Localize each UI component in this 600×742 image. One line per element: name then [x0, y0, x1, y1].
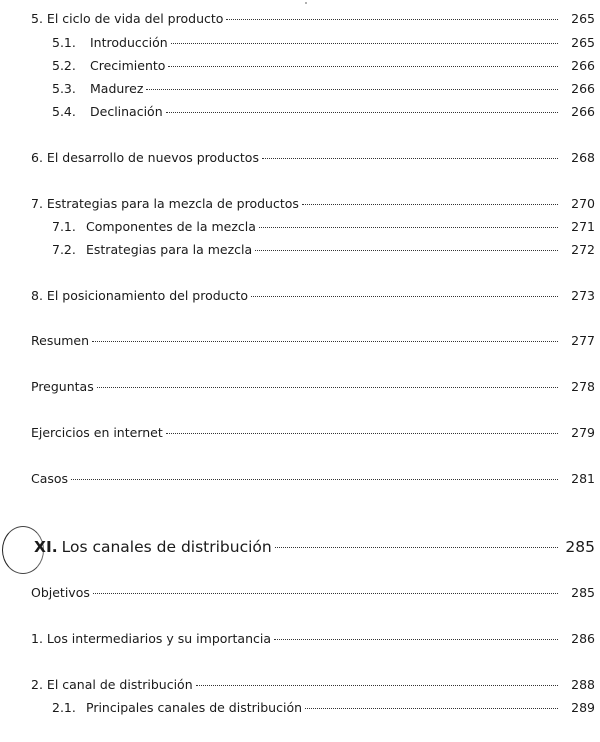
dot-leader: [259, 227, 558, 228]
entry-number: 2.1.: [52, 700, 76, 715]
toc-entry: [0, 288, 600, 306]
toc-entry: [0, 425, 600, 443]
toc-entry: [0, 585, 600, 603]
dot-leader: [71, 479, 558, 480]
entry-number: 5.2.: [52, 58, 76, 73]
entry-title: Objetivos: [31, 585, 90, 600]
entry-number: 8.: [31, 288, 43, 303]
entry-page: 271: [571, 219, 595, 234]
dot-leader: [274, 639, 558, 640]
entry-title: El ciclo de vida del producto: [46, 11, 224, 26]
toc-entry: [0, 379, 600, 397]
dot-leader: [166, 112, 558, 113]
toc-entry: [0, 471, 600, 489]
entry-page: 277: [571, 333, 595, 348]
chapter-title: Los canales de distribución: [61, 538, 272, 556]
toc-subentry: [0, 104, 600, 122]
entry-page: 270: [571, 196, 595, 211]
toc-subentry: [0, 700, 600, 718]
entry-title: Los intermediarios y su importancia: [46, 631, 272, 646]
dot-leader: [97, 387, 558, 388]
entry-title: Declinación: [90, 104, 163, 119]
entry-title: Resumen: [31, 333, 90, 348]
toc-subentry: [0, 81, 600, 99]
toc-subentry: [0, 58, 600, 76]
toc-entry: [0, 196, 600, 214]
entry-page: 285: [565, 538, 595, 556]
dot-leader: [302, 204, 558, 205]
entry-page: 273: [571, 288, 595, 303]
entry-number: 5.4.: [52, 104, 76, 119]
entry-page: 266: [571, 104, 595, 119]
entry-page: 288: [571, 677, 595, 692]
entry-number: 5.3.: [52, 81, 76, 96]
entry-page: 266: [571, 58, 595, 73]
entry-page: 265: [571, 11, 595, 26]
toc-entry: [0, 150, 600, 168]
entry-number: 2.: [31, 677, 43, 692]
toc-subentry: [0, 242, 600, 260]
dot-leader: [255, 250, 558, 251]
dot-leader: [305, 708, 558, 709]
dot-leader: [171, 43, 558, 44]
entry-number: 1.: [31, 631, 43, 646]
dot-leader: [226, 19, 558, 20]
entry-number: 7.: [31, 196, 43, 211]
entry-page: 281: [571, 471, 595, 486]
entry-number: 7.1.: [52, 219, 76, 234]
entry-title: El posicionamiento del producto: [46, 288, 248, 303]
entry-page: 278: [571, 379, 595, 394]
entry-page: 279: [571, 425, 595, 440]
entry-number: 5.1.: [52, 35, 76, 50]
entry-title: Estrategias para la mezcla: [86, 242, 253, 257]
entry-title: Ejercicios en internet: [31, 425, 163, 440]
chapter-number: XI.: [34, 538, 58, 556]
entry-title: Introducción: [90, 35, 168, 50]
entry-title: El desarrollo de nuevos productos: [46, 150, 259, 165]
entry-page: 265: [571, 35, 595, 50]
entry-title: Madurez: [90, 81, 144, 96]
toc-entry: [0, 631, 600, 649]
dot-leader: [93, 593, 558, 594]
entry-number: 6.: [31, 150, 43, 165]
entry-title: Crecimiento: [90, 58, 166, 73]
dot-leader: [168, 66, 558, 67]
toc-entry: [0, 677, 600, 695]
entry-number: 7.2.: [52, 242, 76, 257]
entry-title: El canal de distribución: [46, 677, 193, 692]
entry-title: Casos: [31, 471, 69, 486]
entry-title: Componentes de la mezcla: [86, 219, 256, 234]
dot-leader: [196, 685, 558, 686]
entry-title: Preguntas: [31, 379, 94, 394]
toc-subentry: [0, 35, 600, 53]
entry-page: 272: [571, 242, 595, 257]
dot-leader: [166, 433, 558, 434]
entry-title: Estrategias para la mezcla de productos: [46, 196, 299, 211]
entry-page: 289: [571, 700, 595, 715]
dot-leader: [262, 158, 558, 159]
dot-leader: [92, 341, 558, 342]
dot-leader: [146, 89, 558, 90]
entry-page: 285: [571, 585, 595, 600]
entry-page: 266: [571, 81, 595, 96]
entry-title: Principales canales de distribución: [86, 700, 303, 715]
entry-number: 5.: [31, 11, 43, 26]
dot-leader: [275, 547, 558, 548]
entry-page: 286: [571, 631, 595, 646]
toc-entry: [0, 333, 600, 351]
entry-page: 268: [571, 150, 595, 165]
scan-speck: [305, 2, 307, 4]
toc-entry: [0, 11, 600, 29]
chapter-heading: [0, 538, 600, 560]
dot-leader: [251, 296, 558, 297]
toc-subentry: [0, 219, 600, 237]
